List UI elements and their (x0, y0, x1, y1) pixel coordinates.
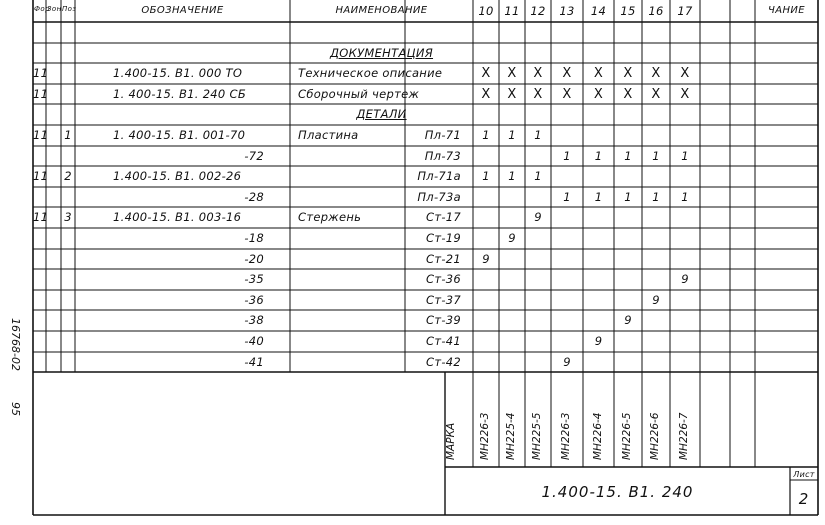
section-documentation: ДОКУМЕНТАЦИЯ (329, 46, 434, 60)
row-designation: -28 (244, 190, 264, 204)
header-position: Поз (62, 5, 77, 13)
row-designation: 1.400-15. В1. 000 ТО (113, 66, 243, 80)
row-format: 11 (33, 169, 49, 183)
header-variant: 16 (648, 4, 664, 18)
row-quantity: X (593, 87, 604, 102)
header-variant: 11 (504, 4, 520, 18)
row-position: 3 (64, 210, 72, 224)
row-quantity: 1 (652, 149, 660, 163)
row-designation: 1.400-15. В1. 003-16 (113, 210, 242, 224)
footer-grade-label: МН226-3 (479, 412, 491, 460)
row-code: Ст-19 (425, 231, 461, 245)
row-quantity: X (507, 87, 517, 102)
row-quantity: X (533, 87, 543, 102)
row-name: Сборочный чертеж (298, 87, 420, 101)
header-designation: ОБОЗНАЧЕНИЕ (141, 5, 224, 16)
row-designation: -36 (244, 293, 264, 307)
row-code: Пл-71 (424, 128, 461, 142)
row-designation: -41 (244, 355, 264, 369)
row-quantity: 9 (508, 231, 516, 245)
header-name: НАИМЕНОВАНИЕ (335, 5, 428, 16)
row-code: Ст-41 (425, 334, 461, 348)
row-quantity: 9 (563, 355, 571, 369)
row-quantity: X (562, 87, 572, 102)
row-quantity: 1 (508, 128, 516, 142)
row-quantity: 1 (563, 149, 571, 163)
row-quantity: 1 (594, 190, 603, 204)
row-designation: -72 (244, 149, 264, 163)
row-quantity: X (507, 66, 517, 81)
header-variant: 17 (677, 4, 693, 18)
footer-sheet-number: 2 (798, 490, 810, 508)
row-code: Ст-39 (425, 313, 461, 327)
footer-sheet-label: Лист (793, 470, 815, 479)
row-code: Пл-71а (417, 169, 461, 183)
footer-grade-label: МН226-6 (649, 412, 661, 460)
row-quantity: 1 (534, 128, 542, 142)
margin-registration-number: 16768-02 (9, 318, 22, 371)
row-designation: -18 (244, 231, 264, 245)
footer-grade-label: МН226-5 (621, 412, 633, 460)
header-variant: 14 (590, 4, 607, 18)
row-quantity: X (651, 87, 661, 102)
footer-grade-label: МН226-4 (591, 412, 604, 460)
row-code: Пл-73а (417, 190, 461, 204)
row-quantity: 1 (482, 128, 490, 142)
row-quantity: 1 (563, 190, 571, 204)
row-quantity: 1 (594, 149, 603, 163)
row-quantity: 9 (681, 272, 689, 286)
row-quantity: 1 (624, 190, 632, 204)
header-variant: 15 (620, 4, 636, 18)
row-position: 1 (64, 128, 72, 142)
margin-page-number: 95 (9, 402, 22, 416)
row-quantity: X (533, 66, 543, 81)
row-code: Ст-21 (425, 252, 461, 266)
header-variant: 13 (559, 4, 575, 18)
row-quantity: 1 (624, 149, 632, 163)
footer-grade-label: МН225-5 (531, 412, 543, 460)
row-quantity: X (680, 66, 690, 81)
row-code: Ст-42 (425, 355, 461, 369)
row-position: 2 (64, 169, 72, 183)
row-quantity: 1 (681, 149, 689, 163)
row-quantity: X (680, 87, 690, 102)
row-designation: -38 (244, 313, 264, 327)
row-quantity: X (481, 87, 491, 102)
row-quantity: 9 (652, 293, 660, 307)
row-quantity: 9 (534, 210, 542, 224)
row-name: Стержень (298, 210, 362, 224)
row-quantity: 1 (482, 169, 490, 183)
row-designation: -35 (244, 272, 264, 286)
row-format: 11 (33, 210, 49, 224)
footer-grade-label: МН226-7 (678, 412, 690, 460)
row-code: Пл-73 (424, 149, 461, 163)
section-details: ДЕТАЛИ (356, 107, 407, 121)
row-designation: 1.400-15. В1. 002-26 (113, 169, 242, 183)
row-quantity: 1 (681, 190, 689, 204)
row-quantity: 9 (594, 334, 603, 348)
row-quantity: 1 (508, 169, 516, 183)
row-designation: 1. 400-15. В1. 240 СБ (113, 87, 247, 101)
footer-document-number: 1.400-15. В1. 240 (541, 483, 694, 501)
row-quantity: X (562, 66, 572, 81)
row-designation: 1. 400-15. В1. 001-70 (113, 128, 246, 142)
row-code: Ст-37 (425, 293, 461, 307)
header-format: Фор (34, 5, 50, 13)
footer-marka-label: МАРКА (445, 422, 457, 460)
row-quantity: 9 (482, 252, 490, 266)
row-quantity: X (481, 66, 491, 81)
row-quantity: X (623, 87, 633, 102)
row-code: Ст-36 (425, 272, 461, 286)
row-designation: -40 (244, 334, 264, 348)
row-quantity: 1 (652, 190, 660, 204)
row-format: 11 (33, 87, 49, 101)
header-notes: ЧАНИЕ (767, 5, 805, 16)
row-name: Техническое описание (298, 66, 443, 80)
row-quantity: X (623, 66, 633, 81)
row-format: 11 (33, 128, 49, 142)
footer-grade-label: МН225-4 (505, 412, 517, 460)
row-quantity: 9 (624, 313, 632, 327)
row-designation: -20 (244, 252, 264, 266)
row-name: Пластина (298, 128, 359, 142)
row-quantity: 1 (534, 169, 542, 183)
header-zone: Зон (47, 5, 62, 13)
header-variant: 10 (478, 4, 494, 18)
row-code: Ст-17 (425, 210, 461, 224)
header-variant: 12 (530, 4, 546, 18)
row-format: 11 (33, 66, 49, 80)
row-quantity: X (593, 66, 604, 81)
footer-grade-label: МН226-3 (560, 412, 572, 460)
row-quantity: X (651, 66, 661, 81)
